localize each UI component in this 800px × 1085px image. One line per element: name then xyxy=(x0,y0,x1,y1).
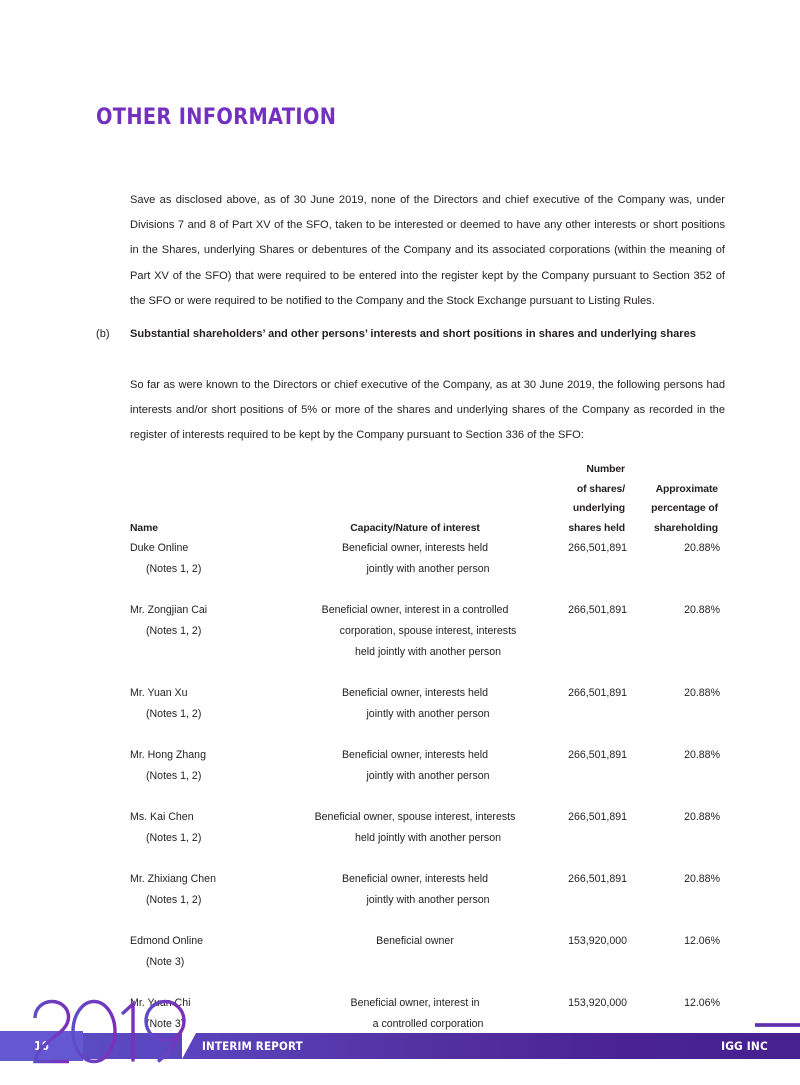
capacity-line: held jointly with another person xyxy=(354,832,502,844)
table-header-row xyxy=(130,460,720,538)
table-row-spacer xyxy=(130,973,720,993)
capacity-line: Beneficial owner, interests held xyxy=(341,542,489,554)
holder-note: (Notes 1, 2) xyxy=(146,894,202,906)
holder-note: (Note 3) xyxy=(146,956,185,968)
shares-header-line-1: Number xyxy=(586,464,625,475)
cell-percentage: 12.06% xyxy=(684,935,720,947)
cell-shares: 266,501,891 xyxy=(568,749,627,761)
interim-report-label: INTERIM REPORT xyxy=(202,1039,303,1053)
capacity-line: Beneficial owner, interests held xyxy=(341,749,489,761)
cell-shares: 153,920,000 xyxy=(568,935,627,947)
company-label: IGG INC xyxy=(721,1039,768,1053)
cell-shares: 266,501,891 xyxy=(568,811,627,823)
capacity-line: jointly with another person xyxy=(366,563,490,575)
section-b-title: Substantial shareholders’ and other persons’ interests and short positions in shares and underlying shares xyxy=(130,328,696,340)
cell-percentage: 12.06% xyxy=(684,997,720,1009)
holder-note: (Notes 1, 2) xyxy=(146,563,202,575)
table-row-spacer xyxy=(130,787,720,807)
table-row xyxy=(130,683,720,725)
holder-name: Duke Online xyxy=(130,542,189,554)
table-row xyxy=(130,600,720,663)
table-row-spacer xyxy=(130,663,720,683)
capacity-line: jointly with another person xyxy=(366,770,490,782)
cell-percentage: 20.88% xyxy=(684,542,720,554)
holder-name: Edmond Online xyxy=(130,935,204,947)
cell-capacity xyxy=(300,538,530,580)
table-row-spacer xyxy=(130,580,720,600)
page-number: 16 xyxy=(34,1039,49,1053)
table-row xyxy=(130,538,720,580)
cell-shares: 266,501,891 xyxy=(568,604,627,616)
percentage-header-line-1: Approximate xyxy=(655,483,718,495)
holder-name: Mr. Yuan Xu xyxy=(130,687,188,699)
cell-percentage: 20.88% xyxy=(684,873,720,885)
holder-name: Mr. Zongjian Cai xyxy=(130,604,208,616)
percentage-header-line-2: percentage of xyxy=(651,503,718,514)
capacity-line: Beneficial owner, interest in xyxy=(350,997,480,1009)
cell-percentage: 20.88% xyxy=(684,604,720,616)
capacity-line: Beneficial owner, spouse interest, interests xyxy=(314,811,516,823)
holder-note: (Notes 1, 2) xyxy=(146,708,202,720)
table-row-spacer xyxy=(130,849,720,869)
table-row xyxy=(130,869,720,911)
capacity-line: Beneficial owner, interests held xyxy=(341,873,489,885)
section-b-body: So far as were known to the Directors or chief executive of the Company, as at 30 June 2019, the following persons had interests and/or short positions of 5% or more of the shares and underlying shares of the Company as recorded in the register of interests required to be kept by the Company pursuant to Section 336 of the SFO: xyxy=(130,379,725,442)
cell-name xyxy=(130,600,300,663)
page-title: OTHER INFORMATION xyxy=(96,104,337,130)
cell-shares: 266,501,891 xyxy=(568,687,627,699)
capacity-line: Beneficial owner, interests held xyxy=(341,687,489,699)
capacity-line: jointly with another person xyxy=(366,894,490,906)
cell-percentage: 20.88% xyxy=(684,687,720,699)
table-row-spacer xyxy=(130,725,720,745)
column-header-shares xyxy=(530,460,627,538)
capacity-line: Beneficial owner, interest in a controlled xyxy=(321,604,509,616)
section-b-marker: (b) xyxy=(96,328,110,340)
shares-header-line-3: underlying xyxy=(572,503,625,514)
column-header-percentage xyxy=(627,460,720,538)
holder-note: (Notes 1, 2) xyxy=(146,770,202,782)
intro-paragraph: Save as disclosed above, as of 30 June 2019, none of the Directors and chief executive of the Company was, under Divisions 7 and 8 of Part XV of the SFO, taken to be interested or deemed to have any other interests or short positions in the Shares, underlying Shares or debentures of the Company and its associated corporations (within the meaning of Part XV of the SFO) that were required to be entered into the register kept by the Company pursuant to Section 352 of the SFO or were required to be notified to the Company and the Stock Exchange pursuant to Listing Rules. xyxy=(130,194,725,307)
capacity-line: corporation, spouse interest, interests xyxy=(339,625,517,637)
table-body xyxy=(130,538,720,1035)
cell-name xyxy=(130,807,300,849)
shareholders-table xyxy=(130,460,720,1035)
capacity-line: a controlled corporation xyxy=(372,1018,484,1030)
cell-capacity xyxy=(300,683,530,725)
year-logo-2019 xyxy=(30,996,190,1068)
cell-capacity xyxy=(300,931,530,973)
footer-accent-rule xyxy=(755,1023,800,1027)
cell-name xyxy=(130,931,300,973)
table-row xyxy=(130,745,720,787)
cell-shares: 153,920,000 xyxy=(568,997,627,1009)
cell-percentage: 20.88% xyxy=(684,811,720,823)
cell-capacity xyxy=(300,807,530,849)
holder-note: (Note 3) xyxy=(146,1018,185,1030)
holder-note: (Notes 1, 2) xyxy=(146,625,202,637)
capacity-line: Beneficial owner xyxy=(376,935,454,947)
holder-name: Ms. Kai Chen xyxy=(130,811,194,823)
cell-name xyxy=(130,869,300,911)
column-header-capacity: Capacity/Nature of interest xyxy=(350,522,480,534)
cell-capacity xyxy=(300,869,530,911)
shares-header-line-4: shares held xyxy=(568,522,625,534)
cell-percentage: 20.88% xyxy=(684,749,720,761)
table-row xyxy=(130,807,720,849)
capacity-line: jointly with another person xyxy=(366,708,490,720)
cell-shares: 266,501,891 xyxy=(568,873,627,885)
holder-name: Mr. Hong Zhang xyxy=(130,749,206,761)
table-row xyxy=(130,931,720,973)
holder-name: Mr. Yuan Chi xyxy=(130,997,191,1009)
cell-name xyxy=(130,538,300,580)
cell-capacity xyxy=(300,745,530,787)
cell-name xyxy=(130,745,300,787)
holder-name: Mr. Zhixiang Chen xyxy=(130,873,216,885)
column-header-name: Name xyxy=(130,522,158,534)
cell-name xyxy=(130,683,300,725)
page-footer xyxy=(0,995,800,1085)
table-row-spacer xyxy=(130,911,720,931)
cell-capacity xyxy=(300,600,530,663)
percentage-header-line-3: shareholding xyxy=(653,522,718,534)
holder-note: (Notes 1, 2) xyxy=(146,832,202,844)
capacity-line: held jointly with another person xyxy=(354,646,502,658)
shares-header-line-2: of shares/ xyxy=(576,483,625,495)
year-logo-svg xyxy=(30,996,190,1068)
cell-shares: 266,501,891 xyxy=(568,542,627,554)
